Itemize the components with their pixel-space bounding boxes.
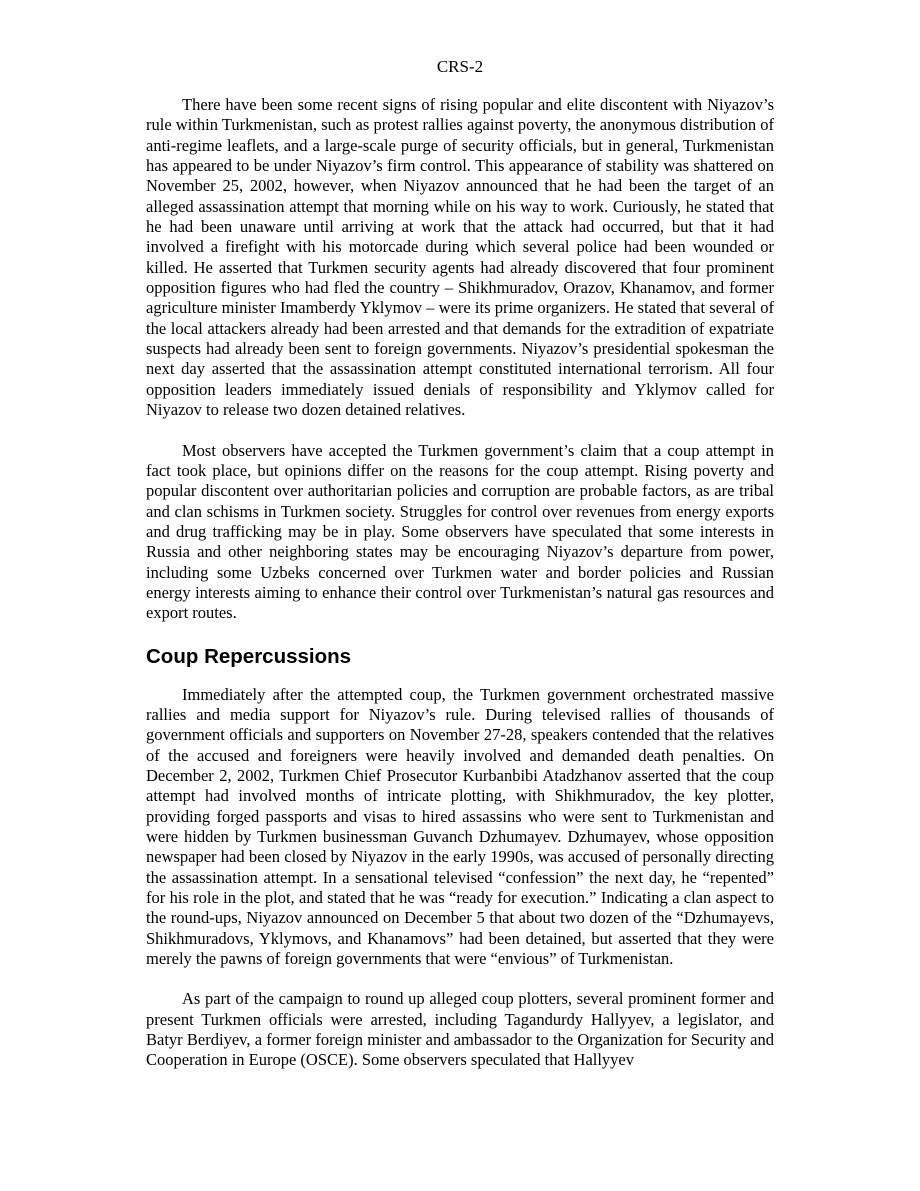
paragraph-arrests: As part of the campaign to round up alleged coup plotters, several prominent former and present Turkmen officials were arrested, including Tagandurdy Hallyyev, a legislator, and Batyr Berdiyev, a former foreign minister and ambassador to the Organization for Security and Cooperation in Europe (OSCE). Some observers speculated that Hallyyev (146, 989, 774, 1070)
document-body (146, 95, 774, 1071)
paragraph-discontent: There have been some recent signs of rising popular and elite discontent with Niyazov’s rule within Turkmenistan, such as protest rallies against poverty, the anonymous distribution of anti-regime leaflets, and a large-scale purge of security officials, but in general, Turkmenistan has appeared to be under Niyazov’s firm control. This appearance of stability was shattered on November 25, 2002, however, when Niyazov announced that he had been the target of an alleged assassination attempt that morning while on his way to work. Curiously, he stated that he had been unaware until arriving at work that the attack had occurred, but that it had involved a firefight with his motorcade during which several police had been wounded or killed. He asserted that Turkmen security agents had already discovered that four prominent opposition figures who had fled the country – Shikhmuradov, Orazov, Khanamov, and former agriculture minister Imamberdy Yklymov – were its prime organizers. He stated that several of the local attackers already had been arrested and that demands for the extradition of expatriate suspects had already been sent to foreign governments. Niyazov’s presidential spokesman the next day asserted that the assassination attempt constituted international terrorism. All four opposition leaders immediately issued denials of responsibility and Yklymov called for Niyazov to release two dozen detained relatives. (146, 95, 774, 420)
section-heading-coup-repercussions: Coup Repercussions (146, 644, 352, 668)
paragraph-coup-reasons: Most observers have accepted the Turkmen government’s claim that a coup attempt in fact took place, but opinions differ on the reasons for the coup attempt. Rising poverty and popular discontent over authoritarian policies and corruption are probable factors, as are tribal and clan schisms in Turkmen society. Struggles for control over revenues from energy exports and drug trafficking may be in play. Some observers have speculated that some interests in Russia and other neighboring states may be encouraging Niyazov’s departure from power, including some Uzbeks concerned over Turkmen water and border policies and Russian energy interests aiming to enhance their control over Turkmenistan’s natural gas resources and export routes. (146, 440, 774, 623)
page-header: CRS-2 (436, 57, 484, 76)
paragraph-government-response: Immediately after the attempted coup, the Turkmen government orchestrated massive rallies and media support for Niyazov’s rule. During televised rallies of thousands of government officials and supporters on November 27-28, speakers contended that the relatives of the accused and foreigners were heavily involved and demanded death penalties. On December 2, 2002, Turkmen Chief Prosecutor Kurbanbibi Atadzhanov asserted that the coup attempt had involved months of intricate plotting, with Shikhmuradov, the key plotter, providing forged passports and visas to hired assassins who were sent to Turkmenistan and were hidden by Turkmen businessman Guvanch Dzhumayev. Dzhumayev, whose opposition newspaper had been closed by Niyazov in the early 1990s, was accused of personally directing the assassination attempt. In a sensational televised “confession” the next day, he “repented” for his role in the plot, and stated that he was “ready for execution.” Indicating a clan aspect to the round-ups, Niyazov announced on December 5 that about two dozen of the “Dzhumayevs, Shikhmuradovs, Yklymovs, and Khanamovs” had been detained, but asserted that they were merely the pawns of foreign governments that were “envious” of Turkmenistan. (146, 684, 774, 969)
